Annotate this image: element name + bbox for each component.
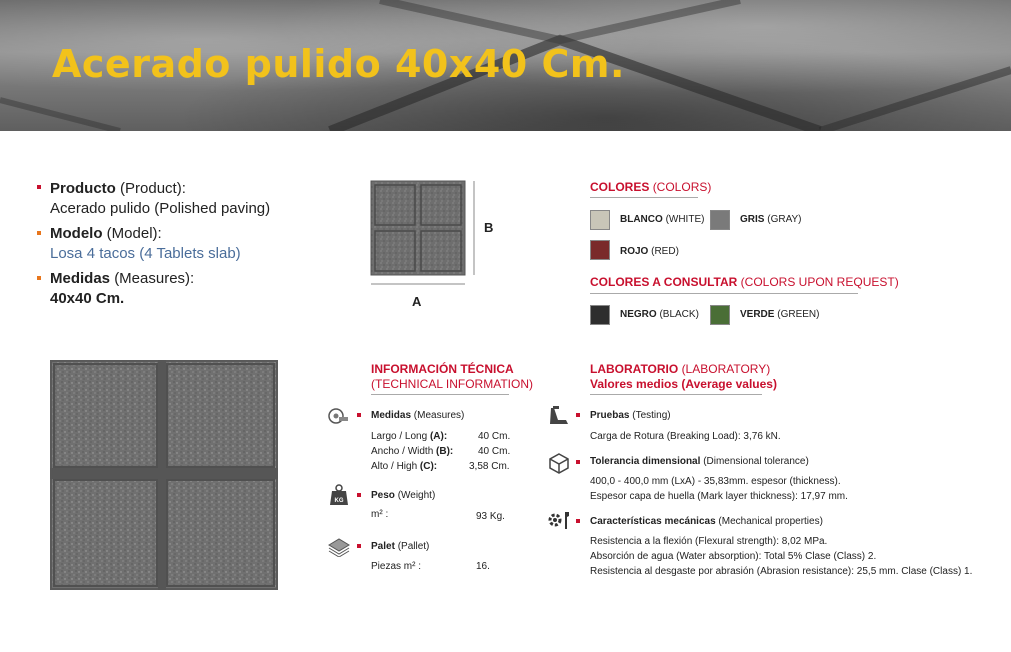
measures-field: Medidas (Measures): xyxy=(50,270,195,287)
colors-request-title: COLORES A CONSULTAR (COLORS UPON REQUEST) xyxy=(590,275,899,289)
tape-measure-icon xyxy=(327,405,349,427)
header-banner xyxy=(0,0,1011,131)
color-label-red: ROJO (RED) xyxy=(620,246,679,257)
tech-title: INFORMACIÓN TÉCNICA xyxy=(371,362,514,376)
pallet-icon xyxy=(327,535,351,557)
tech-row-label: Ancho / Width (B): xyxy=(371,446,454,457)
lab-test-icon xyxy=(548,404,570,426)
tech-row-label: Alto / High (C): xyxy=(371,461,438,472)
color-label-gray: GRIS (GRAY) xyxy=(740,214,802,225)
bullet-icon xyxy=(357,413,361,417)
lab-tolerance-line: 400,0 - 400,0 mm (LxA) - 35,83mm. espesor (thickness). xyxy=(590,476,841,487)
bullet-icon xyxy=(576,519,580,523)
tech-pallet-title: Palet (Pallet) xyxy=(371,541,430,552)
cube-icon xyxy=(548,452,570,474)
color-swatch-gray xyxy=(710,210,730,230)
svg-text:KG: KG xyxy=(334,498,344,504)
lab-mechanical-title: Características mecánicas (Mechanical properties) xyxy=(590,516,823,527)
color-label-green: VERDE (GREEN) xyxy=(740,309,820,320)
tech-row-value: 40 Cm. xyxy=(478,446,511,457)
bullet-icon xyxy=(37,231,41,235)
lab-testing-text: Carga de Rotura (Breaking Load): 3,76 kN. xyxy=(590,431,781,442)
lab-tolerance-title: Tolerancia dimensional (Dimensional tolerance) xyxy=(590,456,809,467)
color-label-white: BLANCO (WHITE) xyxy=(620,214,705,225)
divider xyxy=(590,197,698,198)
bullet-icon xyxy=(576,460,580,464)
tech-pallet-label: Piezas m² : xyxy=(371,561,422,572)
lab-title: LABORATORIO (LABORATORY) xyxy=(590,362,771,376)
dimension-b-label: B xyxy=(484,220,494,235)
tile-diagram xyxy=(368,178,498,308)
color-swatch-red xyxy=(590,240,610,260)
divider xyxy=(590,394,762,395)
model-field: Modelo (Model): xyxy=(50,225,162,242)
tile-photo xyxy=(50,360,278,590)
color-swatch-white xyxy=(590,210,610,230)
divider xyxy=(590,293,858,294)
lab-subtitle: Valores medios (Average values) xyxy=(590,377,777,391)
tech-row-value: 3,58 Cm. xyxy=(469,461,510,472)
tech-measures-title: Medidas (Measures) xyxy=(371,410,465,421)
bullet-icon xyxy=(357,493,361,497)
color-swatch-green xyxy=(710,305,730,325)
dimension-a-label: A xyxy=(412,294,422,309)
lab-mechanical-line: Resistencia a la flexión (Flexural strength): 8,02 MPa. xyxy=(590,536,828,547)
tech-subtitle: (TECHNICAL INFORMATION) xyxy=(371,377,533,391)
measures-value: 40x40 Cm. xyxy=(50,290,125,307)
lab-mechanical-line: Absorción de agua (Water absorption): Total 5% Clase (Class) 2. xyxy=(590,551,877,562)
bullet-icon xyxy=(37,276,41,280)
divider xyxy=(371,394,509,395)
color-label-black: NEGRO (BLACK) xyxy=(620,309,699,320)
tech-row-label: Largo / Long (A): xyxy=(371,431,448,442)
color-swatch-black xyxy=(590,305,610,325)
bullet-icon xyxy=(357,544,361,548)
tech-row-value: 40 Cm. xyxy=(478,431,511,442)
colors-title: COLORES (COLORS) xyxy=(590,180,712,194)
tech-weight-title: Peso (Weight) xyxy=(371,490,436,501)
weight-icon xyxy=(329,484,349,506)
bullet-icon xyxy=(576,413,580,417)
tech-weight-label: m² : xyxy=(371,509,389,520)
page-title: Acerado pulido 40x40 Cm. xyxy=(52,42,625,86)
lab-tolerance-line: Espesor capa de huella (Mark layer thickness): 17,97 mm. xyxy=(590,491,848,502)
product-value: Acerado pulido (Polished paving) xyxy=(50,200,271,217)
product-field: Producto (Product): xyxy=(50,180,186,197)
lab-testing-title: Pruebas (Testing) xyxy=(590,410,671,421)
lab-mechanical-line: Resistencia al desgaste por abrasión (Abrasion resistance): 25,5 mm. Clase (Class) 1. xyxy=(590,566,973,577)
tech-weight-value: 93 Kg. xyxy=(476,511,505,522)
bullet-icon xyxy=(37,185,41,189)
tech-pallet-value: 16. xyxy=(476,561,490,572)
gear-wrench-icon xyxy=(547,509,573,531)
model-value: Losa 4 tacos (4 Tablets slab) xyxy=(50,245,241,262)
